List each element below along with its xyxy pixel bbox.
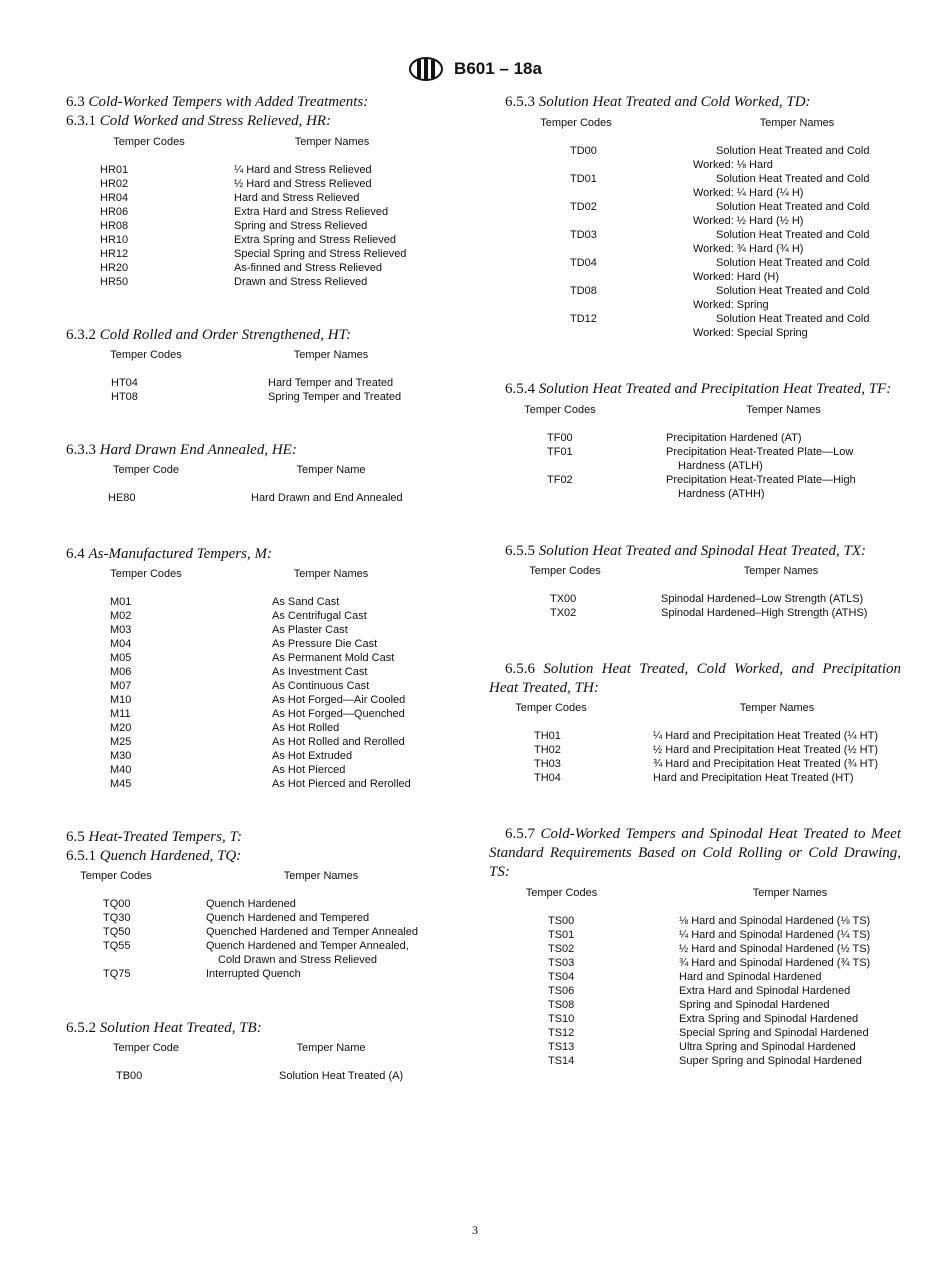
temper-table-he — [66, 463, 436, 505]
column-header: Temper Codes — [110, 568, 182, 580]
temper-code: TF00 — [547, 432, 573, 444]
temper-name: Solution Heat Treated and Cold Worked: Spring — [693, 285, 870, 311]
temper-name: ¾ Hard and Precipitation Heat Treated (¾ HT) — [653, 758, 878, 770]
temper-code: M20 — [110, 722, 132, 734]
temper-name: Extra Hard and Spinodal Hardened — [679, 985, 851, 997]
table-row — [66, 191, 432, 205]
temper-table-hr — [66, 135, 432, 289]
temper-code: M30 — [110, 750, 132, 762]
table-row — [489, 1026, 901, 1040]
temper-name: As Hot Pierced and Rerolled — [272, 778, 411, 790]
temper-code: TS03 — [548, 957, 575, 969]
table-row — [66, 275, 432, 289]
column-header: Temper Codes — [529, 565, 601, 577]
temper-code: TD00 — [570, 145, 597, 157]
temper-name: Precipitation Heat-Treated Plate—Low Hardness (ATLH) — [666, 446, 854, 472]
temper-name: Ultra Spring and Spinodal Hardened — [679, 1041, 856, 1053]
temper-code: TF02 — [547, 474, 573, 486]
table-row — [66, 247, 432, 261]
temper-table-tx — [489, 564, 901, 620]
table-row — [66, 749, 436, 763]
table-row — [66, 707, 436, 721]
section-6-5-2-heading: 6.5.2 Solution Heat Treated, TB: — [66, 1020, 262, 1036]
temper-code: HT08 — [111, 391, 138, 403]
temper-name: As Investment Cast — [272, 666, 368, 678]
section-6-5-6-heading: 6.5.6 Solution Heat Treated, Cold Worked, and Precipitation Heat Treated, TH: — [489, 661, 901, 696]
temper-name: Solution Heat Treated (A) — [279, 1070, 404, 1082]
temper-name: As Hot Forged—Air Cooled — [272, 694, 406, 706]
temper-table-tf — [489, 403, 901, 501]
temper-code: TS08 — [548, 999, 575, 1011]
table-row — [66, 651, 436, 665]
section-6-5-4-heading: 6.5.4 Solution Heat Treated and Precipitation Heat Treated, TF: — [505, 381, 892, 397]
temper-table-m — [66, 567, 436, 791]
temper-code: TQ00 — [103, 898, 131, 910]
temper-name: Extra Spring and Stress Relieved — [234, 234, 397, 246]
table-row — [489, 606, 901, 620]
temper-code: M01 — [110, 596, 132, 608]
column-header: Temper Codes — [525, 887, 598, 899]
temper-name: As Centrifugal Cast — [272, 610, 367, 622]
temper-code: M06 — [110, 666, 132, 678]
temper-name: Hard and Precipitation Heat Treated (HT) — [653, 772, 854, 784]
temper-name: ¼ Hard and Stress Relieved — [234, 164, 372, 176]
temper-name: Special Spring and Stress Relieved — [234, 248, 407, 260]
left-column — [66, 93, 436, 1083]
temper-code: TH02 — [534, 744, 561, 756]
temper-name: Drawn and Stress Relieved — [234, 276, 368, 288]
table-row — [489, 172, 901, 200]
temper-name: As Hot Rolled — [272, 722, 340, 734]
table-row — [66, 623, 436, 637]
table-row — [66, 1069, 436, 1083]
temper-code: TS10 — [548, 1013, 575, 1025]
temper-code: TS00 — [548, 915, 575, 927]
temper-table-ts — [489, 886, 901, 1068]
temper-name: Solution Heat Treated and Cold Worked: Hard (H) — [693, 257, 870, 283]
temper-name: Spinodal Hardened–High Strength (ATHS) — [661, 607, 868, 619]
right-column — [489, 93, 901, 1068]
section-6-5-5-heading: 6.5.5 Solution Heat Treated and Spinodal Heat Treated, TX: — [505, 543, 866, 559]
temper-name: Special Spring and Spinodal Hardened — [679, 1027, 869, 1039]
table-row — [66, 721, 436, 735]
temper-table-td-body — [489, 130, 901, 340]
page-header — [0, 56, 950, 82]
column-header: Temper Codes — [540, 117, 612, 129]
table-row — [66, 376, 436, 390]
temper-name: As Continuous Cast — [272, 680, 370, 692]
table-row — [66, 735, 436, 749]
temper-code: TQ30 — [103, 912, 131, 924]
table-row — [66, 763, 436, 777]
temper-code: TX02 — [550, 607, 577, 619]
temper-code: M02 — [110, 610, 132, 622]
table-row — [66, 679, 436, 693]
temper-name: ¼ Hard and Spinodal Hardened (¼ TS) — [679, 929, 871, 941]
column-header: Temper Name — [296, 1042, 366, 1054]
table-row — [489, 942, 901, 956]
table-row — [489, 914, 901, 928]
table-row — [489, 998, 901, 1012]
temper-code: TD02 — [570, 201, 597, 213]
temper-name: Spring and Spinodal Hardened — [679, 999, 830, 1011]
temper-code: TH04 — [534, 772, 561, 784]
section-6-5-heading: 6.5 Heat-Treated Tempers, T: — [66, 829, 242, 845]
table-row — [489, 431, 901, 445]
temper-table-tq — [66, 869, 436, 981]
temper-code: HR02 — [100, 178, 129, 190]
temper-table-td — [489, 116, 901, 340]
temper-name: As-finned and Stress Relieved — [234, 262, 382, 274]
temper-code: TQ75 — [103, 968, 131, 980]
column-header: Temper Code — [112, 464, 180, 476]
temper-name: As Hot Pierced — [272, 764, 346, 776]
temper-code: HR20 — [100, 262, 129, 274]
table-row — [66, 595, 436, 609]
column-header: Temper Name — [296, 464, 366, 476]
table-row — [66, 897, 436, 911]
temper-code: HR01 — [100, 164, 129, 176]
table-row — [66, 219, 432, 233]
temper-code: HR04 — [100, 192, 129, 204]
table-row — [489, 743, 901, 757]
temper-code: M03 — [110, 624, 132, 636]
temper-code: TD04 — [570, 257, 597, 269]
temper-name: ¼ Hard and Precipitation Heat Treated (¼ HT) — [653, 730, 878, 742]
temper-name: Hard Drawn and End Annealed — [251, 492, 403, 504]
temper-name: As Pressure Die Cast — [272, 638, 378, 650]
temper-code: HR50 — [100, 276, 129, 288]
document-designation: B601 – 18a — [454, 59, 542, 78]
table-row — [66, 609, 436, 623]
temper-name: As Hot Forged—Quenched — [272, 708, 405, 720]
temper-code: TD03 — [570, 229, 597, 241]
table-row — [489, 984, 901, 998]
column-header: Temper Codes — [113, 136, 185, 148]
column-header: Temper Names — [293, 568, 369, 580]
column-header: Temper Codes — [80, 870, 152, 882]
temper-name: Interrupted Quench — [206, 968, 301, 980]
temper-name: Quench Hardened and Temper Annealed, Cold Drawn and Stress Relieved — [206, 940, 409, 966]
temper-code: TX00 — [550, 593, 577, 605]
temper-name: Quench Hardened and Tempered — [206, 912, 370, 924]
temper-name: Spinodal Hardened–Low Strength (ATLS) — [661, 593, 864, 605]
temper-name: As Hot Extruded — [272, 750, 353, 762]
section-6-4-heading: 6.4 As-Manufactured Tempers, M: — [66, 546, 272, 562]
table-row — [489, 1054, 901, 1068]
temper-code: M11 — [110, 708, 131, 720]
column-header: Temper Names — [746, 404, 821, 416]
temper-code: M05 — [110, 652, 132, 664]
temper-table-ht — [66, 348, 436, 404]
section-6-5-1-heading: 6.5.1 Quench Hardened, TQ: — [66, 848, 242, 864]
temper-name: As Hot Rolled and Rerolled — [272, 736, 405, 748]
temper-code: M10 — [110, 694, 132, 706]
table-row — [66, 177, 432, 191]
temper-name: ½ Hard and Precipitation Heat Treated (½ HT) — [653, 744, 878, 756]
temper-name: Solution Heat Treated and Cold Worked: ⅛ Hard — [693, 145, 870, 171]
section-6-3-3-heading: 6.3.3 Hard Drawn End Annealed, HE: — [66, 442, 297, 458]
temper-code: TS13 — [548, 1041, 575, 1053]
table-row — [66, 205, 432, 219]
table-row — [489, 144, 901, 172]
temper-name: Solution Heat Treated and Cold Worked: ¾ Hard (¾ H) — [693, 229, 870, 255]
temper-name: Super Spring and Spinodal Hardened — [679, 1055, 862, 1067]
table-row — [489, 928, 901, 942]
table-row — [66, 491, 436, 505]
temper-code: M25 — [110, 736, 132, 748]
table-row — [489, 312, 901, 340]
temper-code: TS04 — [548, 971, 575, 983]
table-row — [489, 200, 901, 228]
section-6-3-2-heading: 6.3.2 Cold Rolled and Order Strengthened, HT: — [66, 327, 352, 343]
table-row — [489, 284, 901, 312]
temper-name: Precipitation Heat-Treated Plate—High Hardness (ATHH) — [666, 474, 856, 500]
temper-name: Quench Hardened — [206, 898, 296, 910]
temper-code: TS14 — [548, 1055, 575, 1067]
column-header: Temper Names — [743, 565, 819, 577]
temper-code: M07 — [110, 680, 132, 692]
table-row — [66, 261, 432, 275]
temper-name: As Plaster Cast — [272, 624, 348, 636]
temper-code: TF01 — [547, 446, 573, 458]
section-6-5-3-heading: 6.5.3 Solution Heat Treated and Cold Worked, TD: — [505, 94, 811, 110]
temper-code: M04 — [110, 638, 132, 650]
table-row — [66, 390, 436, 404]
table-row — [489, 473, 901, 501]
table-row — [489, 729, 901, 743]
temper-name: ½ Hard and Stress Relieved — [234, 178, 372, 190]
column-header: Temper Codes — [110, 349, 182, 361]
column-header: Temper Names — [759, 117, 835, 129]
temper-name: Quenched Hardened and Temper Annealed — [206, 926, 419, 938]
temper-name: Hard Temper and Treated — [268, 377, 394, 389]
table-row — [66, 163, 432, 177]
temper-table-tb — [66, 1041, 436, 1083]
temper-name: As Permanent Mold Cast — [272, 652, 395, 664]
temper-name: Extra Hard and Stress Relieved — [234, 206, 389, 218]
temper-code: TQ50 — [103, 926, 131, 938]
temper-name: ¾ Hard and Spinodal Hardened (¾ TS) — [679, 957, 871, 969]
temper-code: TH03 — [534, 758, 561, 770]
table-row — [66, 777, 436, 791]
temper-code: HE80 — [108, 492, 136, 504]
temper-code: HR10 — [100, 234, 129, 246]
temper-code: M40 — [110, 764, 132, 776]
temper-table-th — [489, 701, 901, 785]
table-row — [489, 592, 901, 606]
table-row — [66, 665, 436, 679]
table-row — [66, 925, 436, 939]
page-number: 3 — [472, 1223, 478, 1237]
column-header: Temper Names — [294, 136, 370, 148]
temper-code: HR12 — [100, 248, 129, 260]
column-header: Temper Names — [739, 702, 815, 714]
column-header: Temper Names — [283, 870, 359, 882]
table-row — [66, 967, 436, 981]
temper-code: HR06 — [100, 206, 129, 218]
column-header: Temper Code — [112, 1042, 180, 1054]
table-row — [489, 445, 901, 473]
temper-name: ½ Hard and Spinodal Hardened (½ TS) — [679, 943, 871, 955]
temper-code: TD08 — [570, 285, 597, 297]
table-row — [489, 956, 901, 970]
table-row — [489, 256, 901, 284]
column-header: Temper Names — [293, 349, 369, 361]
table-row — [489, 1012, 901, 1026]
section-6-3-heading: 6.3 Cold-Worked Tempers with Added Treatments: — [66, 94, 369, 110]
column-header: Temper Codes — [515, 702, 587, 714]
temper-name: Hard and Spinodal Hardened — [679, 971, 822, 983]
table-row — [489, 228, 901, 256]
table-row — [66, 637, 436, 651]
table-row — [66, 233, 432, 247]
temper-code: TB00 — [116, 1070, 143, 1082]
temper-name: Spring and Stress Relieved — [234, 220, 368, 232]
section-6-3-1-heading: 6.3.1 Cold Worked and Stress Relieved, HR: — [66, 113, 332, 129]
table-row — [489, 757, 901, 771]
temper-name: Solution Heat Treated and Cold Worked: ½ Hard (½ H) — [693, 201, 870, 227]
temper-name: Hard and Stress Relieved — [234, 192, 360, 204]
temper-code: TS12 — [548, 1027, 575, 1039]
temper-code: TQ55 — [103, 940, 131, 952]
temper-code: TS01 — [548, 929, 575, 941]
temper-code: M45 — [110, 778, 132, 790]
table-row — [489, 771, 901, 785]
table-row — [489, 1040, 901, 1054]
astm-logo-icon — [408, 56, 444, 82]
temper-name: Solution Heat Treated and Cold Worked: ¼ Hard (¼ H) — [693, 173, 870, 199]
table-row — [489, 970, 901, 984]
temper-name: Solution Heat Treated and Cold Worked: Special Spring — [693, 313, 870, 339]
temper-name: As Sand Cast — [272, 596, 340, 608]
table-row — [66, 911, 436, 925]
column-header: Temper Codes — [524, 404, 596, 416]
temper-code: HR08 — [100, 220, 129, 232]
temper-code: TH01 — [534, 730, 561, 742]
temper-name: Precipitation Hardened (AT) — [666, 432, 802, 444]
temper-name: ⅛ Hard and Spinodal Hardened (⅛ TS) — [679, 915, 871, 927]
temper-code: TD01 — [570, 173, 597, 185]
section-6-5-7-heading: 6.5.7 Cold-Worked Tempers and Spinodal Heat Treated to Meet Standard Requirements Based on Cold Rolling or Cold Drawing, TS: — [489, 826, 901, 880]
temper-code: TD12 — [570, 313, 597, 325]
temper-code: HT04 — [111, 377, 138, 389]
temper-name: Extra Spring and Spinodal Hardened — [679, 1013, 859, 1025]
temper-name: Spring Temper and Treated — [268, 391, 402, 403]
table-row — [66, 939, 436, 967]
temper-code: TS06 — [548, 985, 575, 997]
table-row — [66, 693, 436, 707]
column-header: Temper Names — [752, 887, 828, 899]
temper-code: TS02 — [548, 943, 575, 955]
